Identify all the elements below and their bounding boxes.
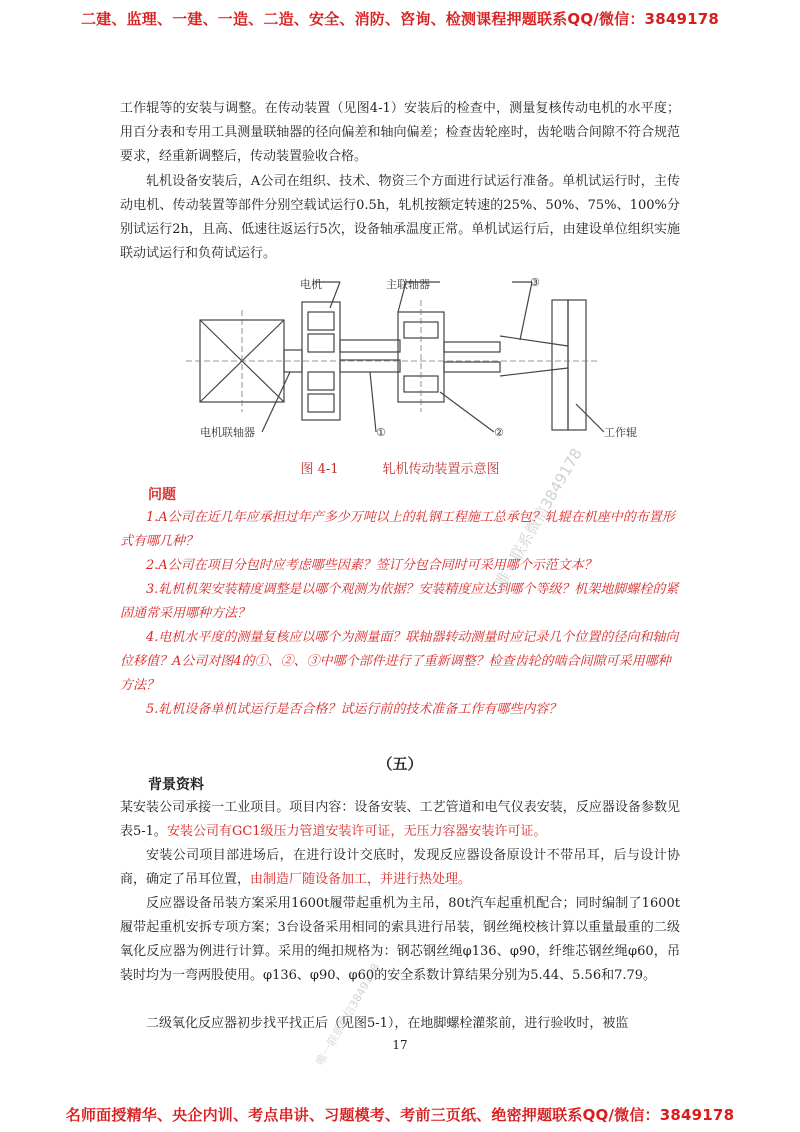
background-p1-highlight: 安装公司有GC1级压力管道安装许可证，无压力容器安装许可证。 xyxy=(166,824,547,839)
figure-title: 轧机传动装置示意图 xyxy=(382,462,500,477)
question-item: 2.A公司在项目分包时应考虑哪些因素？签订分包合同时可采用哪个示范文本？ xyxy=(146,558,597,573)
intro-paragraph-1: 工作辊等的安装与调整。在传动装置（见图4-1）安装后的检查中，测量复核传动电机的水平度；用百分表和专用工具测量联轴器的径向偏差和轴向偏差；检查齿轮座时，齿轮啮合间隙不符合规范要求，经重新调整后，传动装置验收合格。 xyxy=(120,101,680,164)
question-item: 3.轧机机架安装精度调整是以哪个观测为依据？安装精度应达到哪个等级？机架地脚螺栓的紧固通常采用哪种方法？ xyxy=(120,582,679,621)
label-work-roll: 工作辊 xyxy=(604,426,637,439)
page-number: 17 xyxy=(392,1038,408,1052)
bottom-banner: 名师面授精华、央企内训、考点串讲、习题模考、考前三页纸、绝密押题联系QQ/微信：3849178 xyxy=(65,1106,735,1124)
label-main-coupling: 主联轴器 xyxy=(386,278,430,291)
question-item: 4.电机水平度的测量复核应以哪个为测量面？联轴器转动测量时应记录几个位置的径向和轴向位移值？A公司对图4的①、②、③中哪个部件进行了重新调整？检查齿轮的啮合间隙可采用哪种方法？ xyxy=(120,630,679,693)
label-part-1: ① xyxy=(376,426,386,439)
figure-caption xyxy=(120,458,680,477)
figure-number: 图 4-1 xyxy=(300,462,339,477)
questions-heading: 问题 xyxy=(148,487,176,503)
question-item: 5.轧机设备单机试运行是否合格？试运行前的技术准备工作有哪些内容？ xyxy=(146,702,562,717)
label-part-3: ③ xyxy=(530,276,540,289)
label-motor: 电机 xyxy=(300,278,322,291)
background-p2-text: 安装公司项目部进场后，在进行设计交底时，发现反应器设备原设计不带吊耳，后与设计协商，确定了吊耳位置， xyxy=(120,848,680,887)
watermark: 唯一联系微信3849178 xyxy=(313,961,383,1068)
background-p2-highlight: 由制造厂随设备加工，并进行热处理。 xyxy=(250,872,472,887)
top-banner: 二建、监理、一建、一造、二造、安全、消防、咨询、检测课程押题联系QQ/微信：3849178 xyxy=(80,10,720,28)
section-title: （五） xyxy=(377,755,423,773)
background-paragraph-4: 二级氧化反应器初步找平找正后（见图5-1），在地脚螺栓灌浆前，进行验收时，被监 xyxy=(146,1016,629,1031)
background-p1-text: 某安装公司承接一工业项目。项目内容：设备安装、工艺管道和电气仪表安装，反应器设备参数见表5-1。 xyxy=(120,800,680,839)
rolling-mill-drive-diagram xyxy=(0,272,800,452)
background-heading: 背景资料 xyxy=(148,777,204,793)
watermark: 唯一联系微信3849178 xyxy=(491,445,586,590)
question-item: 1.A公司在近几年应承担过年产多少万吨以上的轧钢工程施工总承包？轧辊在机座中的布置形式有哪几种？ xyxy=(120,510,675,549)
background-paragraph-3: 反应器设备吊装方案采用1600t履带起重机为主吊，80t汽车起重机配合；同时编制了1600t履带起重机安拆专项方案；3台设备采用相同的索具进行吊装，钢丝绳校核计算以重量最重的二级氧化反应器为例进行计算。采用的绳扣规格为：钢芯钢丝绳φ136、φ90，纤维芯钢丝绳φ60，吊装时均为一弯两股使用。φ136、φ90、φ60的安全系数计算结果分别为5.44、5.56和7.79。 xyxy=(120,896,680,983)
intro-paragraph-2: 轧机设备安装后，A公司在组织、技术、物资三个方面进行试运行准备。单机试运行时，主传动电机、传动装置等部件分别空载试运行0.5h，轧机按额定转速的25%、50%、75%、100%分别试运行2h，且高、低速往返运行5次，设备轴承温度正常。单机试运行后，由建设单位组织实施联动试运行和负荷试运行。 xyxy=(120,174,680,261)
background-paragraph-1 xyxy=(120,796,680,844)
background-paragraph-2 xyxy=(120,844,680,892)
label-motor-coupling: 电机联轴器 xyxy=(200,426,255,439)
label-part-2: ② xyxy=(494,426,504,439)
